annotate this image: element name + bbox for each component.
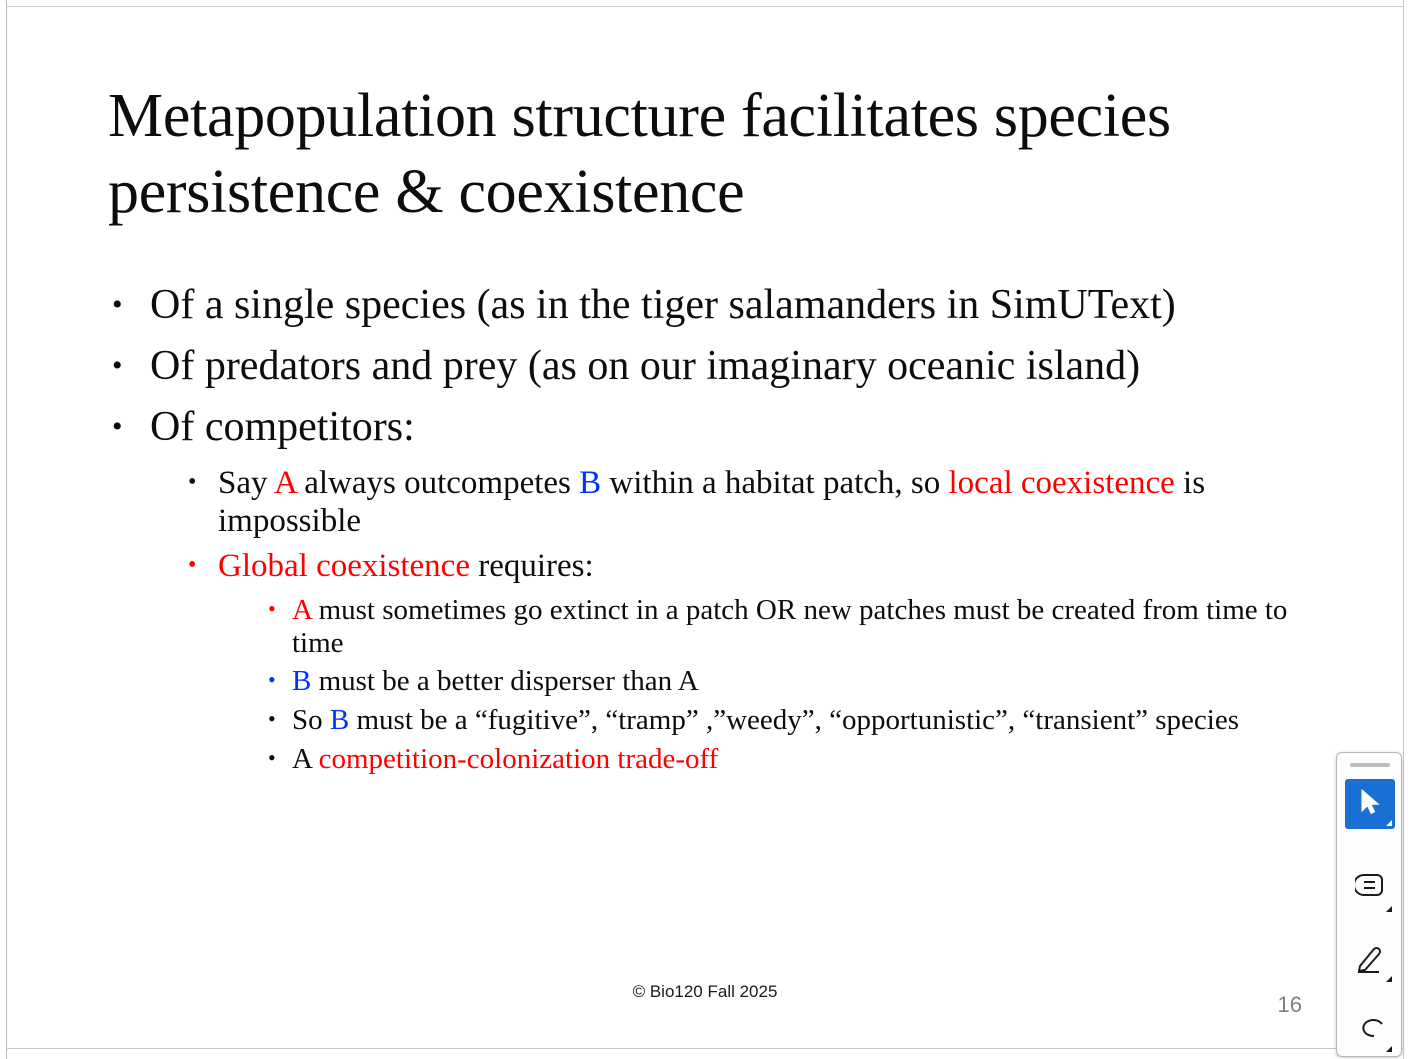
- freehand-draw-icon: [1355, 1016, 1385, 1045]
- tool-options-corner-icon[interactable]: [1386, 1046, 1392, 1052]
- slide-title: Metapopulation structure facilitates species persistence & coexistence: [108, 82, 1171, 227]
- bullet-item-level-1: [104, 343, 1294, 390]
- bullet-text-segment: Of a single species (as in the tiger salamanders in SimUText): [150, 282, 1176, 328]
- bullet-text: [150, 282, 1176, 328]
- bullet-item-level-3: [256, 594, 1294, 660]
- bullet-text-segment: must be a better disperser than A: [311, 665, 699, 698]
- bullet-item-level-2: [178, 465, 1294, 540]
- bullet-text-segment: B: [292, 665, 312, 698]
- toolbar-drag-handle[interactable]: [1350, 763, 1390, 767]
- bullet-marker-icon: •: [268, 744, 276, 770]
- slide-frame-bottom-edge: [6, 1048, 1404, 1049]
- bullet-item-level-1: [104, 282, 1294, 329]
- bullet-marker-icon: •: [268, 595, 276, 621]
- bullet-text-segment: competition-colonization trade-off: [318, 742, 719, 775]
- bullet-text: [292, 704, 1239, 736]
- bullet-text: [150, 404, 415, 450]
- bullet-text-segment: Global coexistence: [218, 548, 470, 585]
- bullet-text: [292, 594, 1287, 659]
- bullet-text-segment: A: [273, 465, 296, 502]
- bullet-text-segment: within a habitat patch, so: [601, 465, 949, 502]
- annotation-toolbar[interactable]: [1336, 752, 1402, 1057]
- select-tool-button[interactable]: [1345, 779, 1395, 829]
- bullet-item-level-3: [256, 743, 1294, 776]
- bullet-marker-icon: •: [112, 349, 123, 383]
- bullet-text-segment: always outcompetes: [295, 465, 580, 502]
- bullet-text-segment: must be a “fugitive”, “tramp” ,”weedy”, “opportunistic”, “transient” species: [349, 704, 1240, 737]
- bullet-text-segment: local coexistence: [948, 465, 1175, 502]
- highlighter-pen-icon: [1355, 943, 1385, 978]
- bullet-text: [292, 665, 699, 697]
- bullet-marker-icon: •: [112, 288, 123, 321]
- slide-frame-left-edge: [6, 0, 7, 1059]
- bullet-text-segment: So: [292, 704, 330, 737]
- bullet-text-segment: Say: [218, 465, 274, 502]
- comment-tool-button[interactable]: [1345, 865, 1395, 915]
- tool-options-corner-icon[interactable]: [1386, 976, 1392, 982]
- bullet-item-level-3: [256, 704, 1294, 737]
- bullet-marker-icon: •: [112, 410, 123, 444]
- slide-frame-right-edge: [1403, 0, 1404, 1059]
- tool-options-corner-icon[interactable]: [1386, 906, 1392, 912]
- bullet-text: [218, 465, 1205, 539]
- bullet-text: [292, 743, 718, 775]
- draw-tool-button[interactable]: [1345, 1005, 1395, 1055]
- comment-bubble-icon: [1355, 874, 1385, 907]
- bullet-marker-icon: •: [188, 552, 197, 579]
- slide-number: 16: [1277, 992, 1302, 1017]
- bullet-item-level-3: [256, 665, 1294, 698]
- bullet-item-level-2: [178, 548, 1294, 586]
- copyright-footer: © Bio120 Fall 2025: [632, 982, 778, 1001]
- bullet-text-segment: A: [292, 593, 312, 626]
- bullet-text-segment: Of competitors:: [150, 404, 415, 451]
- bullet-text: [150, 343, 1140, 389]
- bullet-text-segment: Of predators and prey (as on our imaginary oceanic island): [150, 343, 1141, 390]
- highlight-tool-button[interactable]: [1345, 935, 1395, 985]
- tool-options-corner-icon[interactable]: [1386, 820, 1392, 826]
- bullet-text-segment: must sometimes go extinct in a patch OR new patches must be created from time to time: [292, 593, 1288, 659]
- bullet-item-level-1: [104, 404, 1294, 451]
- bullet-text-segment: B: [329, 704, 350, 737]
- bullet-text-segment: B: [579, 465, 602, 502]
- bullet-marker-icon: •: [268, 667, 276, 693]
- bullet-marker-icon: •: [268, 706, 276, 732]
- slide-body: [104, 282, 1294, 782]
- cursor-arrow-icon: [1357, 788, 1383, 821]
- bullet-text-segment: A: [292, 742, 319, 775]
- bullet-marker-icon: •: [188, 469, 197, 496]
- bullet-text-segment: requires:: [469, 548, 594, 585]
- bullet-text-segment: is impossible: [218, 465, 1206, 539]
- slide-frame-top-edge: [6, 6, 1404, 7]
- bullet-text: [218, 548, 594, 584]
